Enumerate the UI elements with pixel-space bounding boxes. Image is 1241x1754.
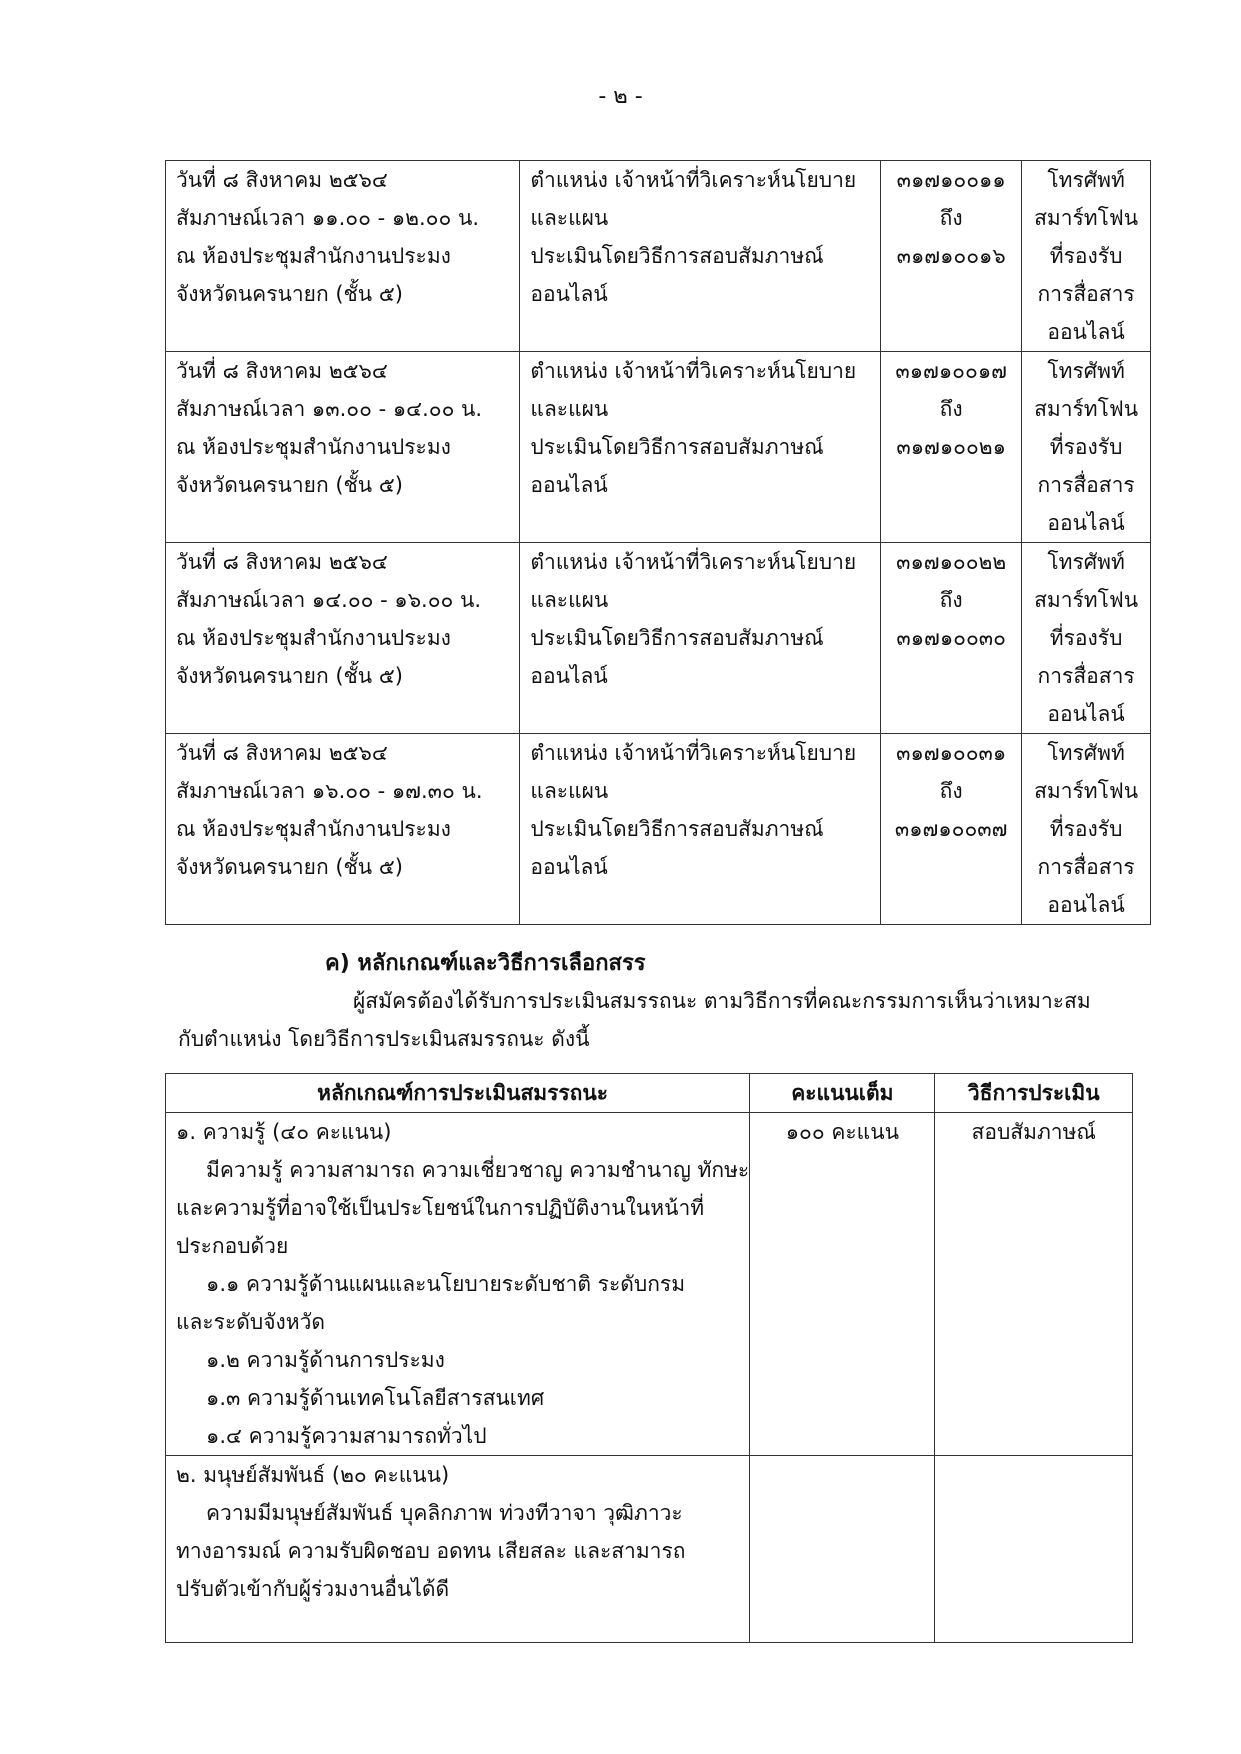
schedule-note-cell — [1022, 352, 1151, 543]
criteria-cell — [166, 1456, 750, 1643]
schedule-time: สัมภาษณ์เวลา ๑๑.๐๐ - ๑๒.๐๐ น. — [176, 206, 480, 230]
score-cell: ๑๐๐ คะแนน — [750, 1113, 935, 1456]
schedule-method2: ออนไลน์ — [530, 282, 608, 306]
schedule-datetime-cell — [166, 161, 520, 352]
schedule-note2: สมาร์ทโฟน — [1034, 206, 1139, 230]
schedule-note4: การสื่อสาร — [1037, 473, 1135, 497]
schedule-method1: ประเมินโดยวิธีการสอบสัมภาษณ์ — [530, 435, 824, 459]
schedule-id-to: ๓๑๗๑๐๐๓๐ — [896, 626, 1006, 650]
schedule-id-to-word: ถึง — [939, 206, 963, 230]
schedule-note2: สมาร์ทโฟน — [1034, 779, 1139, 803]
schedule-method1: ประเมินโดยวิธีการสอบสัมภาษณ์ — [530, 626, 824, 650]
schedule-place2: จังหวัดนครนายก (ชั้น ๕) — [176, 664, 403, 688]
schedule-note-cell — [1022, 161, 1151, 352]
schedule-note3: ที่รองรับ — [1049, 817, 1123, 841]
criteria-item: และระดับจังหวัด — [176, 1310, 326, 1334]
schedule-note5: ออนไลน์ — [1047, 320, 1125, 344]
schedule-method2: ออนไลน์ — [530, 855, 608, 879]
schedule-id-range-cell — [881, 161, 1022, 352]
criteria-header: หลักเกณฑ์การประเมินสมรรถนะ — [166, 1074, 750, 1113]
schedule-note1: โทรศัพท์ — [1047, 359, 1125, 383]
intro-line-2: กับตำแหน่ง โดยวิธีการประเมินสมรรถนะ ดังนี้ — [178, 1027, 590, 1051]
schedule-id-to-word: ถึง — [939, 779, 963, 803]
schedule-note3: ที่รองรับ — [1049, 626, 1123, 650]
criteria-item: ๑.๔ ความรู้ความสามารถทั่วไป — [206, 1424, 487, 1448]
schedule-place2: จังหวัดนครนายก (ชั้น ๕) — [176, 473, 403, 497]
criteria-desc: ทางอารมณ์ ความรับผิดชอบ อดทน เสียสละ และสามารถ — [176, 1539, 686, 1563]
schedule-id-to-word: ถึง — [939, 397, 963, 421]
schedule-id-range-cell — [881, 352, 1022, 543]
schedule-pos1: ตำแหน่ง เจ้าหน้าที่วิเคราะห์นโยบาย — [530, 359, 857, 383]
schedule-position-cell — [520, 161, 881, 352]
schedule-pos1: ตำแหน่ง เจ้าหน้าที่วิเคราะห์นโยบาย — [530, 550, 857, 574]
schedule-pos2: และแผน — [530, 206, 609, 230]
schedule-note5: ออนไลน์ — [1047, 893, 1125, 917]
criteria-item: ๑.๓ ความรู้ด้านเทคโนโลยีสารสนเทศ — [206, 1386, 545, 1410]
schedule-note-cell — [1022, 543, 1151, 734]
schedule-id-range-cell — [881, 734, 1022, 925]
schedule-row — [166, 161, 1151, 352]
schedule-time: สัมภาษณ์เวลา ๑๔.๐๐ - ๑๖.๐๐ น. — [176, 588, 482, 612]
schedule-note5: ออนไลน์ — [1047, 511, 1125, 535]
schedule-date: วันที่ ๘ สิงหาคม ๒๕๖๔ — [176, 741, 388, 765]
schedule-id-to-word: ถึง — [939, 588, 963, 612]
criteria-title: ๑. ความรู้ (๔๐ คะแนน) — [176, 1120, 392, 1144]
schedule-datetime-cell — [166, 543, 520, 734]
score-cell — [750, 1456, 935, 1643]
schedule-note2: สมาร์ทโฟน — [1034, 588, 1139, 612]
schedule-note5: ออนไลน์ — [1047, 702, 1125, 726]
schedule-place1: ณ ห้องประชุมสำนักงานประมง — [176, 626, 451, 650]
schedule-pos1: ตำแหน่ง เจ้าหน้าที่วิเคราะห์นโยบาย — [530, 741, 857, 765]
criteria-desc: ปรับตัวเข้ากับผู้ร่วมงานอื่นได้ดี — [176, 1577, 450, 1601]
schedule-id-to: ๓๑๗๑๐๐๑๖ — [896, 244, 1006, 268]
schedule-id-from: ๓๑๗๑๐๐๒๒ — [896, 550, 1007, 574]
schedule-pos2: และแผน — [530, 779, 609, 803]
criteria-item: ๑.๒ ความรู้ด้านการประมง — [206, 1348, 445, 1372]
schedule-time: สัมภาษณ์เวลา ๑๖.๐๐ - ๑๗.๓๐ น. — [176, 779, 483, 803]
criteria-desc: และความรู้ที่อาจใช้เป็นประโยชน์ในการปฏิบัติงานในหน้าที่ — [176, 1196, 705, 1220]
criteria-cell — [166, 1113, 750, 1456]
schedule-method1: ประเมินโดยวิธีการสอบสัมภาษณ์ — [530, 817, 824, 841]
schedule-place2: จังหวัดนครนายก (ชั้น ๕) — [176, 282, 403, 306]
schedule-place1: ณ ห้องประชุมสำนักงานประมง — [176, 244, 451, 268]
schedule-date: วันที่ ๘ สิงหาคม ๒๕๖๔ — [176, 550, 388, 574]
schedule-note4: การสื่อสาร — [1037, 282, 1135, 306]
schedule-id-to: ๓๑๗๑๐๐๒๑ — [896, 435, 1006, 459]
schedule-position-cell — [520, 734, 881, 925]
schedule-place1: ณ ห้องประชุมสำนักงานประมง — [176, 435, 451, 459]
schedule-method2: ออนไลน์ — [530, 664, 608, 688]
interview-schedule-table — [165, 160, 1151, 925]
schedule-method2: ออนไลน์ — [530, 473, 608, 497]
method-cell: สอบสัมภาษณ์ — [935, 1113, 1133, 1456]
schedule-note1: โทรศัพท์ — [1047, 168, 1125, 192]
schedule-id-from: ๓๑๗๑๐๐๓๑ — [896, 741, 1007, 765]
schedule-position-cell — [520, 352, 881, 543]
schedule-note4: การสื่อสาร — [1037, 664, 1135, 688]
schedule-date: วันที่ ๘ สิงหาคม ๒๕๖๔ — [176, 359, 388, 383]
schedule-date: วันที่ ๘ สิงหาคม ๒๕๖๔ — [176, 168, 388, 192]
criteria-desc: ความมีมนุษย์สัมพันธ์ บุคลิกภาพ ท่วงทีวาจา วุฒิภาวะ — [206, 1501, 683, 1525]
schedule-note3: ที่รองรับ — [1049, 435, 1123, 459]
schedule-pos2: และแผน — [530, 588, 609, 612]
schedule-pos2: และแผน — [530, 397, 609, 421]
method-header: วิธีการประเมิน — [935, 1074, 1133, 1113]
schedule-note1: โทรศัพท์ — [1047, 741, 1125, 765]
schedule-id-range-cell — [881, 543, 1022, 734]
criteria-desc: มีความรู้ ความสามารถ ความเชี่ยวชาญ ความชำนาญ ทักษะ — [206, 1158, 750, 1182]
schedule-row — [166, 734, 1151, 925]
criteria-item: ๑.๑ ความรู้ด้านแผนและนโยบายระดับชาติ ระดับกรม — [206, 1272, 686, 1296]
schedule-note2: สมาร์ทโฟน — [1034, 397, 1139, 421]
criteria-desc: ประกอบด้วย — [176, 1234, 289, 1258]
schedule-pos1: ตำแหน่ง เจ้าหน้าที่วิเคราะห์นโยบาย — [530, 168, 857, 192]
schedule-datetime-cell — [166, 734, 520, 925]
method-cell — [935, 1456, 1133, 1643]
schedule-row — [166, 543, 1151, 734]
section-heading: ค) หลักเกณฑ์และวิธีการเลือกสรร — [325, 951, 646, 976]
page-number: - ๒ - — [598, 84, 643, 109]
schedule-id-from: ๓๑๗๑๐๐๑๑ — [896, 168, 1006, 192]
criteria-row-relations — [166, 1456, 1133, 1643]
schedule-time: สัมภาษณ์เวลา ๑๓.๐๐ - ๑๔.๐๐ น. — [176, 397, 483, 421]
schedule-id-to: ๓๑๗๑๐๐๓๗ — [894, 817, 1008, 841]
criteria-table — [165, 1073, 1133, 1643]
intro-line-1: ผู้สมัครต้องได้รับการประเมินสมรรถนะ ตามวิธีการที่คณะกรรมการเห็นว่าเหมาะสม — [353, 989, 1091, 1013]
criteria-header-row — [166, 1074, 1133, 1113]
criteria-title: ๒. มนุษย์สัมพันธ์ (๒๐ คะแนน) — [176, 1463, 450, 1487]
schedule-row — [166, 352, 1151, 543]
schedule-place2: จังหวัดนครนายก (ชั้น ๕) — [176, 855, 403, 879]
schedule-datetime-cell — [166, 352, 520, 543]
schedule-position-cell — [520, 543, 881, 734]
schedule-note1: โทรศัพท์ — [1047, 550, 1125, 574]
schedule-note4: การสื่อสาร — [1037, 855, 1135, 879]
criteria-row-knowledge — [166, 1113, 1133, 1456]
schedule-id-from: ๓๑๗๑๐๐๑๗ — [895, 359, 1007, 383]
schedule-note3: ที่รองรับ — [1049, 244, 1123, 268]
score-header: คะแนนเต็ม — [750, 1074, 935, 1113]
schedule-note-cell — [1022, 734, 1151, 925]
schedule-place1: ณ ห้องประชุมสำนักงานประมง — [176, 817, 451, 841]
schedule-method1: ประเมินโดยวิธีการสอบสัมภาษณ์ — [530, 244, 824, 268]
